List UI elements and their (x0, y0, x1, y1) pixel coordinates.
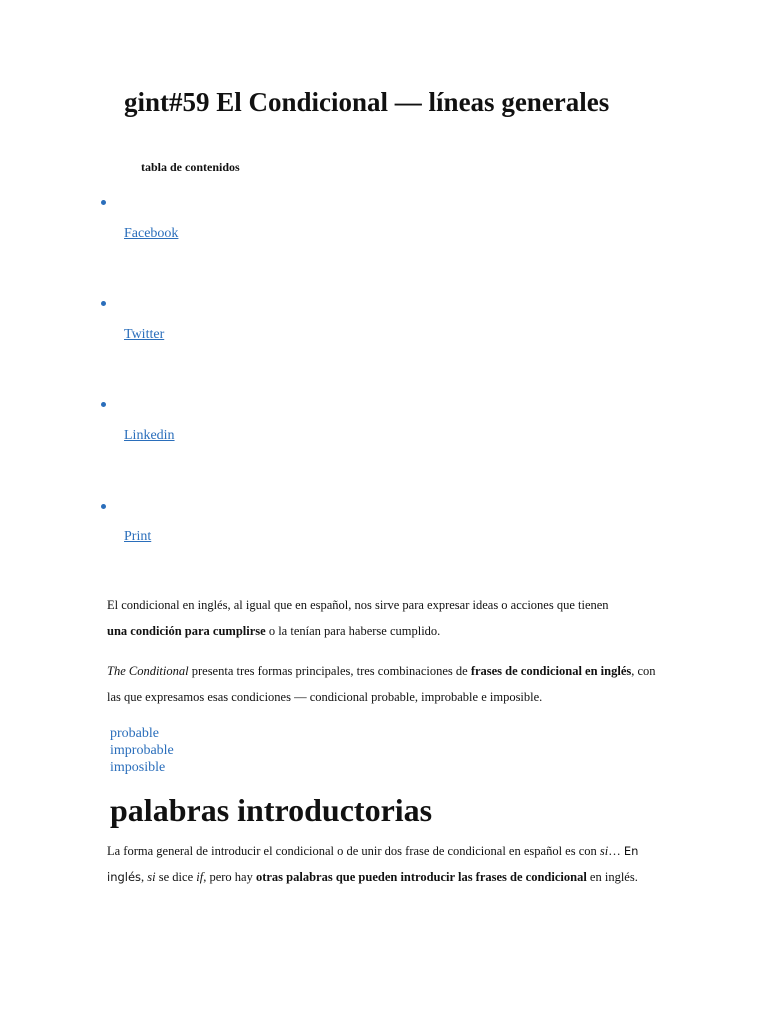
intro-text: , con las que expresamos esas condiciones — condicional probable, improbable e imposible. (107, 664, 656, 704)
level-item: improbable (110, 743, 174, 758)
section-heading: palabras introductorias (110, 792, 433, 828)
toc-label[interactable]: tabla de contenidos (141, 160, 240, 174)
section-text: , (141, 870, 148, 884)
page-title: gint#59 El Condicional — líneas generales (124, 87, 610, 117)
bullet-icon (101, 504, 106, 509)
intro-paragraph-1 (107, 592, 667, 644)
section-text: se dice (155, 870, 197, 884)
bullet-icon (101, 402, 106, 407)
intro-text: El condicional en inglés, al igual que en español, nos sirve para expresar ideas o acciones que tienen (107, 598, 609, 612)
level-item: imposible (110, 760, 166, 775)
section-paragraph (107, 838, 667, 890)
linkedin-link[interactable]: Linkedin (124, 428, 175, 443)
level-item: probable (110, 726, 159, 741)
intro-text: presenta tres formas principales, tres combinaciones de (188, 664, 471, 678)
conditional-levels-list (110, 725, 174, 776)
section-italic: if (196, 870, 204, 884)
section-text: La forma general de introducir el condicional o de unir dos frase de condicional en español es con (107, 844, 600, 858)
section-text: , pero hay (203, 870, 256, 884)
facebook-link[interactable]: Facebook (124, 226, 179, 241)
intro-bold: una condición para cumplirse (107, 624, 266, 638)
section-mono: En inglés (107, 844, 639, 884)
section-italic: si (147, 870, 156, 884)
twitter-link[interactable]: Twitter (124, 327, 165, 342)
section-text: … (608, 844, 624, 858)
intro-text: o la tenían para haberse cumplido. (265, 624, 441, 638)
section-bold: otras palabras que pueden introducir las frases de condicional (255, 870, 587, 884)
section-text: en inglés. (586, 870, 638, 884)
bullet-icon (101, 301, 106, 306)
intro-paragraph-2 (107, 658, 667, 710)
print-link[interactable]: Print (124, 529, 152, 544)
intro-italic: The Conditional (107, 664, 189, 678)
bullet-icon (101, 200, 106, 205)
section-italic: si (599, 844, 609, 858)
intro-bold: frases de condicional en inglés (470, 664, 632, 678)
